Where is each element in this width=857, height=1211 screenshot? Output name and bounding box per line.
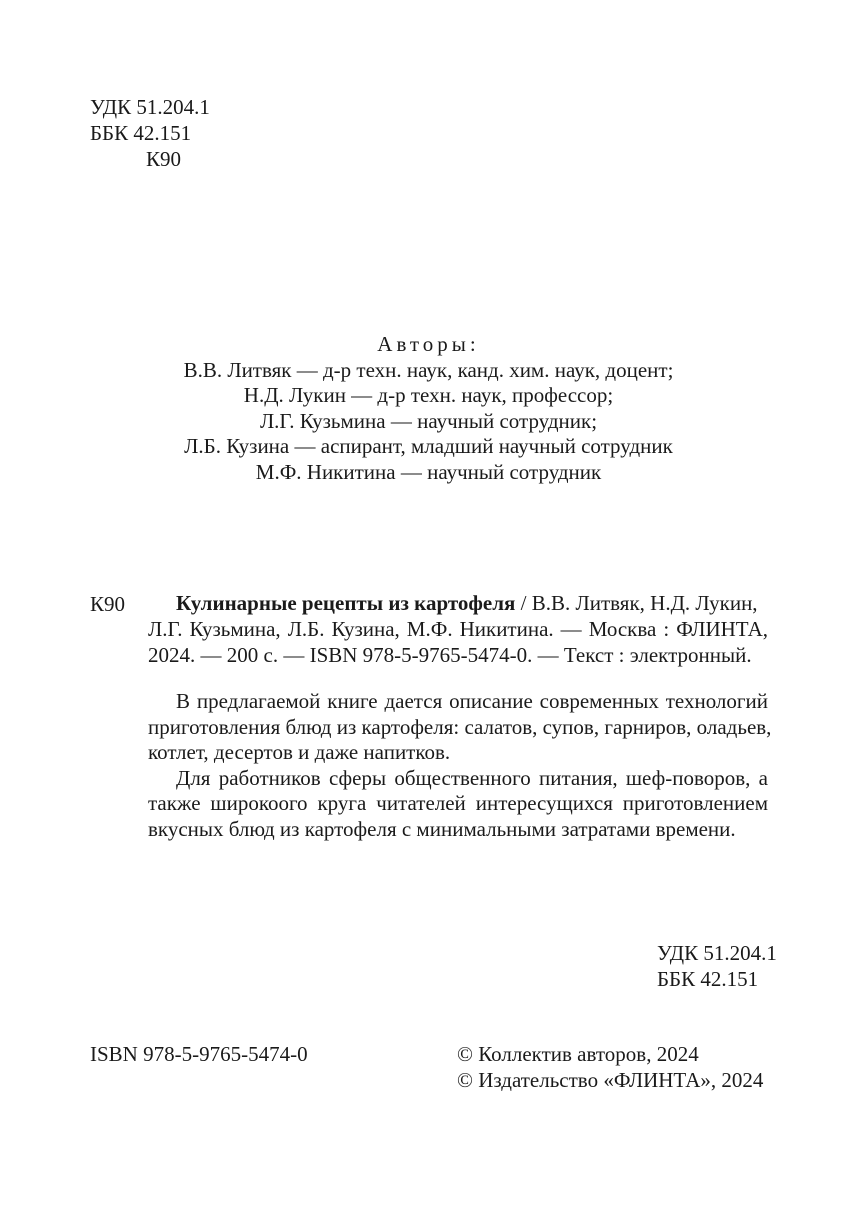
author-line: М.Ф. Никитина — научный сотрудник <box>255 459 602 484</box>
annotation-p2-line3: вкусных блюд из картофеля с минимальными затратами времени. <box>148 816 736 841</box>
annotation-p2-line1: Для работников сферы общественного питания, шеф-поворов, а <box>176 765 768 790</box>
bibliographic-continuation <box>148 617 768 668</box>
copyright-authors: © Коллектив авторов, 2024 <box>457 1042 699 1066</box>
bib-line-3: 2024. — 200 с. — ISBN 978-5-9765-5474-0. — Текст : электронный. <box>148 642 752 667</box>
author-line: В.В. Литвяк — д-р техн. наук, канд. хим. наук, доцент; <box>183 357 674 382</box>
annotation-p1-line2: приготовления блюд из картофеля: салатов, супов, гарниров, оладьев, <box>148 714 772 739</box>
bib-line-2: Л.Г. Кузьмина, Л.Б. Кузина, М.Ф. Никитина. — Москва : ФЛИНТА, <box>148 617 768 641</box>
author-line: Л.Б. Кузина — аспирант, младший научный сотрудник <box>184 434 673 459</box>
bib-line-1 <box>176 591 768 617</box>
author-line: Л.Г. Кузьмина — научный сотрудник; <box>259 408 598 433</box>
bib-line-1-rest: / В.В. Литвяк, Н.Д. Лукин, <box>515 591 758 615</box>
authors-block <box>0 332 857 486</box>
annotation-p1-line1: В предлагаемой книге дается описание современных технологий <box>176 689 768 713</box>
authors-heading: Авторы: <box>377 332 480 356</box>
book-title: Кулинарные рецепты из картофеля <box>176 591 516 615</box>
author-line: Н.Д. Лукин — д-р техн. наук, профессор; <box>243 383 614 408</box>
author-sign-top: К90 <box>146 147 182 171</box>
annotation-p2-line2: также широкоого круга читателей интересущихся приготовлением <box>148 791 768 815</box>
bbk-top: ББК 42.151 <box>90 121 192 145</box>
annotation <box>148 689 772 842</box>
udk-top: УДК 51.204.1 <box>90 95 210 119</box>
annotation-p1-line3: котлет, десертов и даже напитков. <box>148 740 451 764</box>
copyright-publisher: © Издательство «ФЛИНТА», 2024 <box>457 1068 764 1092</box>
author-sign-bib: К90 <box>90 592 126 616</box>
isbn: ISBN 978-5-9765-5474-0 <box>90 1042 308 1066</box>
udk-bottom: УДК 51.204.1 <box>657 941 777 965</box>
bibliographic-record <box>176 591 768 617</box>
bbk-bottom: ББК 42.151 <box>657 967 759 991</box>
